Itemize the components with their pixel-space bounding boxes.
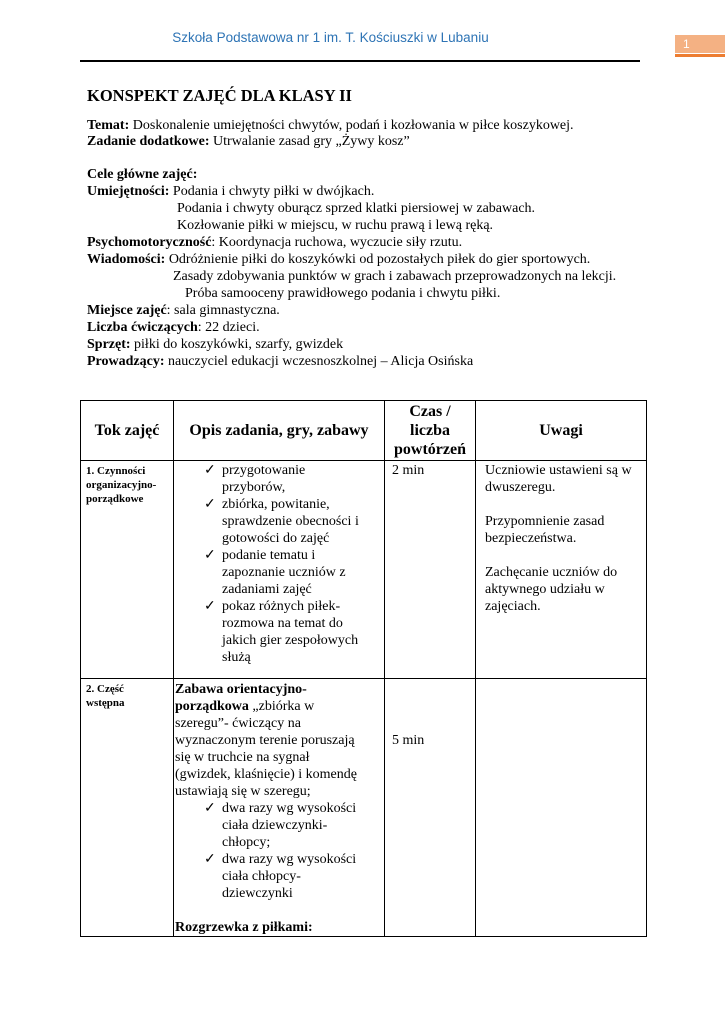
header-czas-line: liczba — [410, 422, 450, 439]
note-line: bezpieczeństwa. — [485, 531, 577, 546]
row-label-line: wstępna — [86, 697, 125, 709]
row1-time: 2 min — [385, 461, 476, 679]
liczba-value: : 22 dzieci. — [197, 320, 260, 335]
header-czas — [385, 401, 476, 461]
table-row — [81, 461, 647, 679]
wiadomosci-item: Odróżnienie piłki do koszykówki od pozostałych piłek do gier sportowych. — [165, 252, 591, 267]
task-line: zbiórka, powitanie, — [222, 497, 330, 512]
checkmark-icon: ✓ — [204, 599, 216, 614]
header-czas-line: Czas / — [409, 403, 451, 420]
row1-description — [174, 461, 385, 679]
task-line: służą — [222, 650, 251, 665]
task-line: zadaniami zajęć — [222, 582, 312, 597]
task-line: dziewczynki — [222, 886, 293, 901]
cele-label: Cele główne zajęć: — [87, 167, 198, 182]
row1-notes — [476, 461, 647, 679]
checkmark-icon: ✓ — [204, 497, 216, 512]
game-desc-line: ustawiają się w szeregu; — [175, 784, 311, 799]
row-label-czynnosci — [81, 461, 174, 679]
zadanie-label: Zadanie dodatkowe: — [87, 134, 210, 149]
prowadzacy-value: nauczyciel edukacji wczesnoszkolnej – Alicja Osińska — [164, 354, 474, 369]
note-line: aktywnego udziału w — [485, 582, 605, 597]
table-row — [81, 679, 647, 937]
task-line: chłopcy; — [222, 835, 271, 850]
miejsce-line — [87, 302, 280, 319]
zadanie-line — [87, 133, 410, 150]
row-label-line: 1. Czynności — [86, 465, 146, 477]
miejsce-value: : sala gimnastyczna. — [166, 303, 280, 318]
header-tok-zajec: Tok zajęć — [81, 401, 174, 461]
sprzet-value: piłki do koszykówki, szarfy, gwizdek — [130, 337, 344, 352]
task-line: rozmowa na temat do — [222, 616, 343, 631]
wiadomosci-line — [87, 251, 590, 268]
task-line: pokaz różnych piłek- — [222, 599, 341, 614]
sprzet-line — [87, 336, 343, 353]
note-line: Zachęcanie uczniów do — [485, 565, 618, 580]
umiejetnosci-item: Podania i chwyty oburącz sprzed klatki piersiowej w zabawach. — [177, 201, 536, 216]
list-item — [174, 462, 384, 496]
liczba-label: Liczba ćwiczących — [87, 320, 198, 335]
note-line: Przypomnienie zasad — [485, 514, 605, 529]
game-title: porządkowa — [175, 699, 249, 714]
checkmark-icon: ✓ — [204, 548, 216, 563]
header-rule — [80, 60, 640, 62]
task-line: podanie tematu i — [222, 548, 316, 563]
header-czas-line: powtórzeń — [394, 441, 466, 458]
task-line: przyborów, — [222, 480, 286, 495]
document-title: KONSPEKT ZAJĘĆ DLA KLASY II — [87, 86, 352, 105]
task-line: ciała dziewczynki- — [222, 818, 328, 833]
checkmark-icon: ✓ — [204, 801, 216, 816]
task-line: jakich gier zespołowych — [222, 633, 359, 648]
sprzet-label: Sprzęt: — [87, 337, 131, 352]
wiadomosci-item: Zasady zdobywania punktów w grach i zabawach przeprowadzonych na lekcji. — [173, 269, 617, 284]
list-item — [174, 547, 384, 598]
umiejetnosci-item: Kozłowanie piłki w miejscu, w ruchu prawą i lewą ręką. — [177, 218, 494, 233]
lesson-plan-table — [80, 400, 647, 937]
game-desc-text: „zbiórka w — [248, 699, 315, 714]
game-desc-line — [175, 698, 384, 715]
task-line: gotowości do zajęć — [222, 531, 330, 546]
header-uwagi: Uwagi — [476, 401, 647, 461]
list-item — [174, 496, 384, 547]
note-line: dwuszeregu. — [485, 480, 556, 495]
row2-description — [174, 679, 385, 937]
psycho-label: Psychomotoryczność — [87, 235, 212, 250]
wiadomosci-label: Wiadomości: — [87, 252, 166, 267]
prowadzacy-line — [87, 353, 473, 370]
row2-task-list — [174, 800, 384, 902]
row2-notes — [476, 679, 647, 937]
game-desc-line: szeregu”- ćwiczący na — [175, 716, 301, 731]
prowadzacy-label: Prowadzący: — [87, 354, 165, 369]
row2-time: 5 min — [385, 679, 476, 937]
checkmark-icon: ✓ — [204, 463, 216, 478]
umiejetnosci-line — [87, 183, 374, 200]
row1-task-list — [174, 462, 384, 666]
umiejetnosci-label: Umiejętności: — [87, 184, 170, 199]
game-desc-line: (gwizdek, klaśnięcie) i komendę — [175, 767, 357, 782]
header-opis: Opis zadania, gry, zabawy — [174, 401, 385, 461]
wiadomosci-item: Próba samooceny prawidłowego podania i chwytu piłki. — [185, 286, 501, 301]
note-line: Uczniowie ustawieni są w — [485, 463, 632, 478]
table-header-row — [81, 401, 647, 461]
document-header-title: Szkoła Podstawowa nr 1 im. T. Kościuszki w Lubaniu — [172, 30, 489, 45]
page-number: 1 — [675, 35, 725, 53]
task-line: ciała chłopcy- — [222, 869, 301, 884]
game-desc-line: się w truchcie na sygnał — [175, 750, 310, 765]
miejsce-label: Miejsce zajęć — [87, 303, 167, 318]
liczba-line — [87, 319, 260, 336]
checkmark-icon: ✓ — [204, 852, 216, 867]
row-label-line: organizacyjno- — [86, 479, 157, 491]
task-line: przygotowanie — [222, 463, 306, 478]
zadanie-value: Utrwalanie zasad gry „Żywy kosz” — [209, 134, 410, 149]
note-line: zajęciach. — [485, 599, 541, 614]
task-line: sprawdzenie obecności i — [222, 514, 359, 529]
temat-line — [87, 117, 574, 134]
psycho-value: : Koordynacja ruchowa, wyczucie siły rzutu. — [211, 235, 463, 250]
page-number-underline — [675, 54, 725, 57]
task-line: zapoznanie uczniów z — [222, 565, 346, 580]
list-item — [174, 800, 384, 851]
psycho-line — [87, 234, 462, 251]
umiejetnosci-item: Podania i chwyty piłki w dwójkach. — [169, 184, 375, 199]
task-line: dwa razy wg wysokości — [222, 852, 357, 867]
list-item — [174, 598, 384, 666]
row-label-wstepna — [81, 679, 174, 937]
temat-label: Temat: — [87, 118, 130, 133]
game-desc-line: wyznaczonym terenie poruszają — [175, 733, 355, 748]
list-item — [174, 851, 384, 902]
row-label-line: 2. Część — [86, 683, 124, 695]
game-title: Zabawa orientacyjno- — [175, 682, 307, 697]
row-label-line: porządkowe — [86, 493, 144, 505]
warmup-title: Rozgrzewka z piłkami: — [175, 920, 313, 935]
temat-value: Doskonalenie umiejętności chwytów, podań i kozłowania w piłce koszykowej. — [129, 118, 574, 133]
task-line: dwa razy wg wysokości — [222, 801, 357, 816]
